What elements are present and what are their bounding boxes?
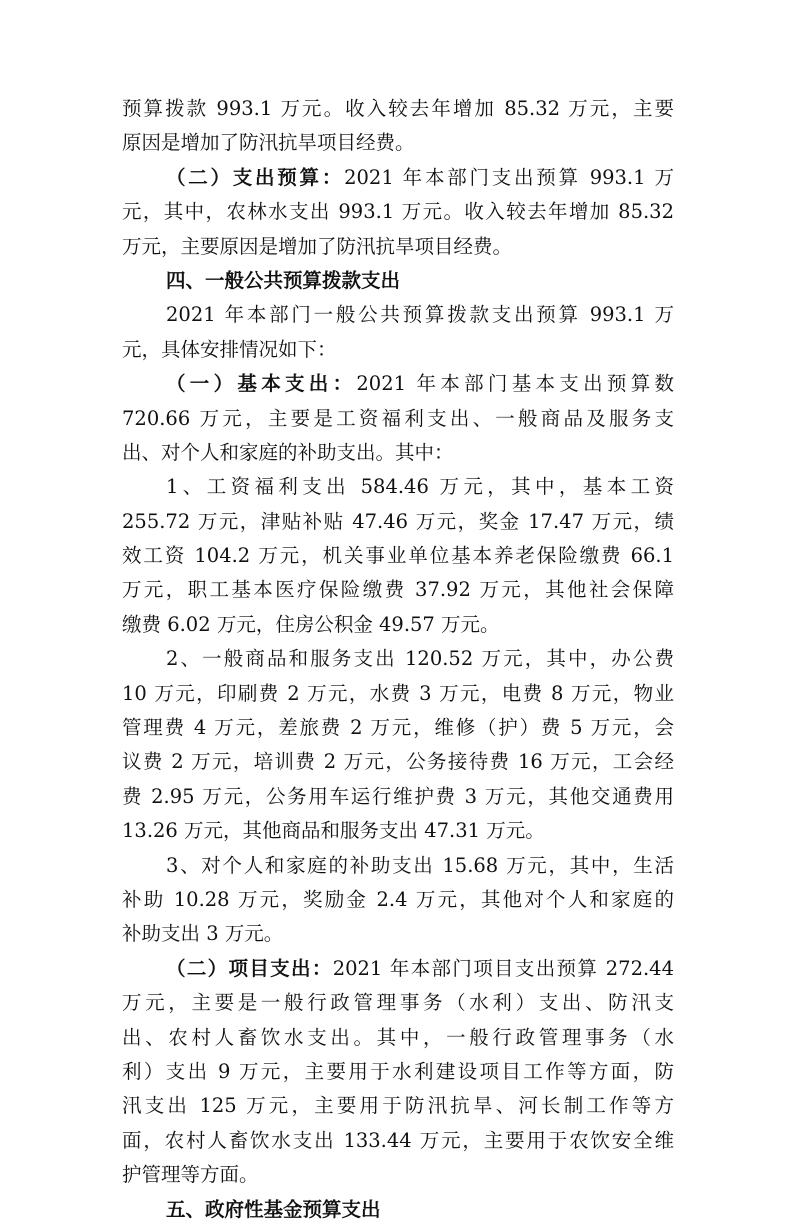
paragraph-line: 元，其中，农林水支出 993.1 万元。收入较去年增加 85.32 bbox=[122, 200, 674, 224]
subsection-first-line bbox=[122, 952, 674, 986]
paragraph-line-end: 原因是增加了防汛抗旱项目经费。 bbox=[122, 131, 415, 155]
section-heading: 五、政府性基金预算支出 bbox=[166, 1197, 381, 1221]
document-page bbox=[122, 92, 674, 1227]
paragraph-line: 10 万元，印刷费 2 万元，水费 3 万元，电费 8 万元，物业 bbox=[122, 681, 674, 705]
paragraph-first-line: 2、一般商品和服务支出 120.52 万元，其中，办公费 bbox=[166, 647, 674, 671]
paragraph-line: 万元，职工基本医疗保险缴费 37.92 万元，其他社会保障 bbox=[122, 578, 674, 602]
paragraph-line-end: 13.26 万元，其他商品和服务支出 47.31 万元。 bbox=[122, 819, 545, 843]
paragraph-line: 效工资 104.2 万元，机关事业单位基本养老保险缴费 66.1 bbox=[122, 544, 674, 568]
paragraph-line: 预算拨款 993.1 万元。收入较去年增加 85.32 万元，主要 bbox=[122, 97, 674, 120]
paragraph-line: 720.66 万元，主要是工资福利支出、一般商品及服务支 bbox=[122, 406, 674, 430]
subsection-text: 2021 年本部门支出预算 993.1 万 bbox=[344, 165, 674, 189]
paragraph-line-end: 补助支出 3 万元。 bbox=[122, 922, 284, 946]
paragraph-line: 费 2.95 万元，公务用车运行维护费 3 万元，其他交通费用 bbox=[122, 784, 674, 808]
paragraph-line-end: 出、对个人和家庭的补助支出。其中： bbox=[122, 440, 454, 464]
paragraph-line-end: 护管理等方面。 bbox=[122, 1163, 259, 1187]
subsection-label: （二）项目支出： bbox=[166, 956, 333, 980]
subsection-label: （二）支出预算： bbox=[166, 165, 345, 189]
paragraph-line: 出、农村人畜饮水支出。其中，一般行政管理事务（水 bbox=[122, 1025, 674, 1049]
document-body bbox=[122, 92, 674, 1227]
paragraph-line-end: 元，具体安排情况如下： bbox=[122, 337, 337, 361]
paragraph-line: 利）支出 9 万元，主要用于水利建设项目工作等方面，防 bbox=[122, 1059, 674, 1083]
paragraph-first-line: 2021 年本部门一般公共预算拨款支出预算 993.1 万 bbox=[166, 303, 674, 327]
paragraph-line: 255.72 万元，津贴补贴 47.46 万元，奖金 17.47 万元，绩 bbox=[122, 509, 674, 533]
subsection-first-line bbox=[122, 367, 674, 401]
paragraph-line: 补助 10.28 万元，奖励金 2.4 万元，其他对个人和家庭的 bbox=[122, 887, 674, 911]
subsection-first-line bbox=[122, 161, 674, 195]
subsection-text: 2021 年本部门基本支出预算数 bbox=[356, 372, 674, 396]
paragraph-line: 管理费 4 万元，差旅费 2 万元，维修（护）费 5 万元，会 bbox=[122, 716, 674, 740]
subsection-label: （一）基本支出： bbox=[166, 372, 357, 396]
paragraph-line-end: 缴费 6.02 万元，住房公积金 49.57 万元。 bbox=[122, 612, 500, 636]
paragraph-first-line: 1、工资福利支出 584.46 万元，其中，基本工资 bbox=[166, 475, 674, 499]
paragraph-line: 议费 2 万元，培训费 2 万元，公务接待费 16 万元，工会经 bbox=[122, 750, 674, 774]
paragraph-line-end: 万元，主要原因是增加了防汛抗旱项目经费。 bbox=[122, 234, 513, 258]
subsection-text: 2021 年本部门项目支出预算 272.44 bbox=[332, 956, 674, 980]
section-heading: 四、一般公共预算拨款支出 bbox=[166, 268, 401, 292]
paragraph-line: 汛支出 125 万元，主要用于防汛抗旱、河长制工作等方 bbox=[122, 1094, 674, 1118]
paragraph-first-line: 3、对个人和家庭的补助支出 15.68 万元，其中，生活 bbox=[166, 853, 674, 877]
paragraph-line: 万元，主要是一般行政管理事务（水利）支出、防汛支 bbox=[122, 991, 674, 1015]
paragraph-line: 面，农村人畜饮水支出 133.44 万元，主要用于农饮安全维 bbox=[122, 1128, 674, 1152]
